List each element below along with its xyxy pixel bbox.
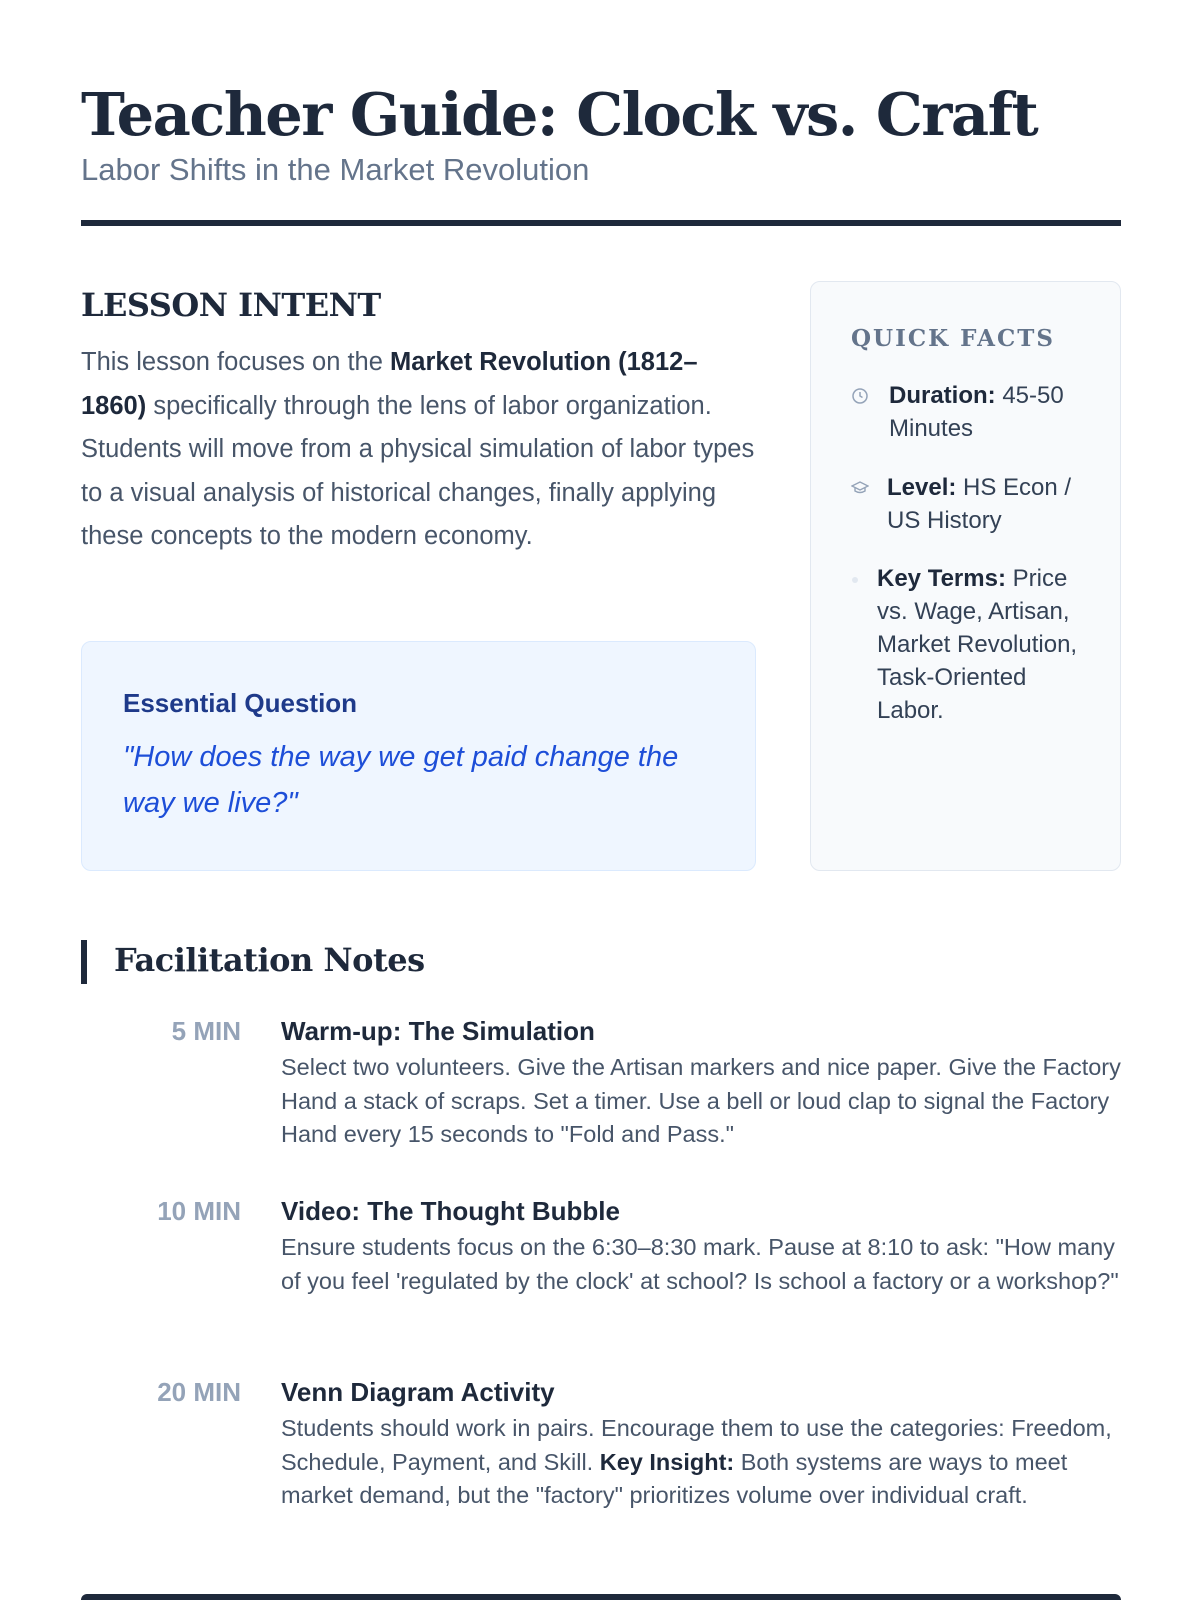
step-description-part: Students should work in pairs. Encourage them to use the categories: Freedom, Schedule, Payment, and Skill. — [281, 1415, 1112, 1475]
lesson-intent-heading: LESSON INTENT — [81, 286, 381, 324]
quick-fact-level — [887, 471, 1097, 537]
footer-divider — [81, 1594, 1121, 1600]
page-subtitle: Labor Shifts in the Market Revolution — [81, 152, 590, 187]
quick-fact-value: 45-50 Minutes — [889, 382, 1064, 442]
quick-facts-heading: QUICK FACTS — [851, 325, 1056, 352]
step-duration: 20 MIN — [157, 1377, 241, 1407]
bullet-icon — [851, 572, 859, 588]
page-title: Teacher Guide: Clock vs. Craft — [81, 80, 1038, 149]
intent-text-part: specifically through the lens of labor organization. Students will move from a physical simulation of labor types to a visual analysis of historical changes, finally applying these concepts to the modern economy. — [81, 391, 755, 550]
facilitation-notes-heading: Facilitation Notes — [114, 941, 425, 979]
quick-fact-key-terms — [877, 562, 1092, 727]
step-title: Warm-up: The Simulation — [281, 1016, 595, 1046]
quick-fact-duration — [889, 379, 1089, 445]
lesson-intent-text — [81, 341, 756, 559]
quick-fact-value: Price vs. Wage, Artisan, Market Revolution, Task-Oriented Labor. — [877, 565, 1078, 724]
clock-icon — [851, 387, 869, 409]
header-divider — [81, 220, 1121, 226]
intent-text-emphasis: Market Revolution (1812–1860) — [81, 348, 698, 420]
key-insight-label: Key Insight: — [599, 1448, 735, 1475]
facilitation-heading-accent — [81, 940, 87, 984]
step-title: Video: The Thought Bubble — [281, 1196, 620, 1226]
quick-facts-panel — [810, 281, 1121, 871]
essential-question-box — [81, 641, 756, 871]
quick-fact-label: Duration: — [889, 382, 996, 409]
step-description: Ensure students focus on the 6:30–8:30 mark. Pause at 8:10 to ask: "How many of you feel 'regulated by the clock' at school? Is school a factory or a workshop?" — [281, 1234, 1119, 1294]
step-description: Select two volunteers. Give the Artisan markers and nice paper. Give the Factory Hand a stack of scraps. Set a timer. Use a bell or loud clap to signal the Factory Hand every 15 seconds to "Fold and Pass." — [281, 1054, 1121, 1147]
step-title: Venn Diagram Activity — [281, 1377, 555, 1407]
graduation-cap-icon — [851, 481, 869, 499]
step-description-part: Both systems are ways to meet market demand, but the "factory" prioritizes volume over individual craft. — [281, 1448, 1068, 1508]
quick-fact-value: HS Econ / US History — [887, 474, 1072, 534]
step-description — [281, 1412, 1121, 1513]
essential-question-quote: "How does the way we get paid change the way we live?" — [123, 741, 679, 819]
essential-question-label: Essential Question — [123, 688, 358, 718]
quick-fact-label: Level: — [887, 474, 957, 501]
step-duration: 10 MIN — [157, 1196, 241, 1226]
step-duration: 5 MIN — [171, 1016, 241, 1046]
quick-fact-label: Key Terms: — [877, 565, 1006, 592]
intent-text-part: This lesson focuses on the — [81, 348, 391, 376]
